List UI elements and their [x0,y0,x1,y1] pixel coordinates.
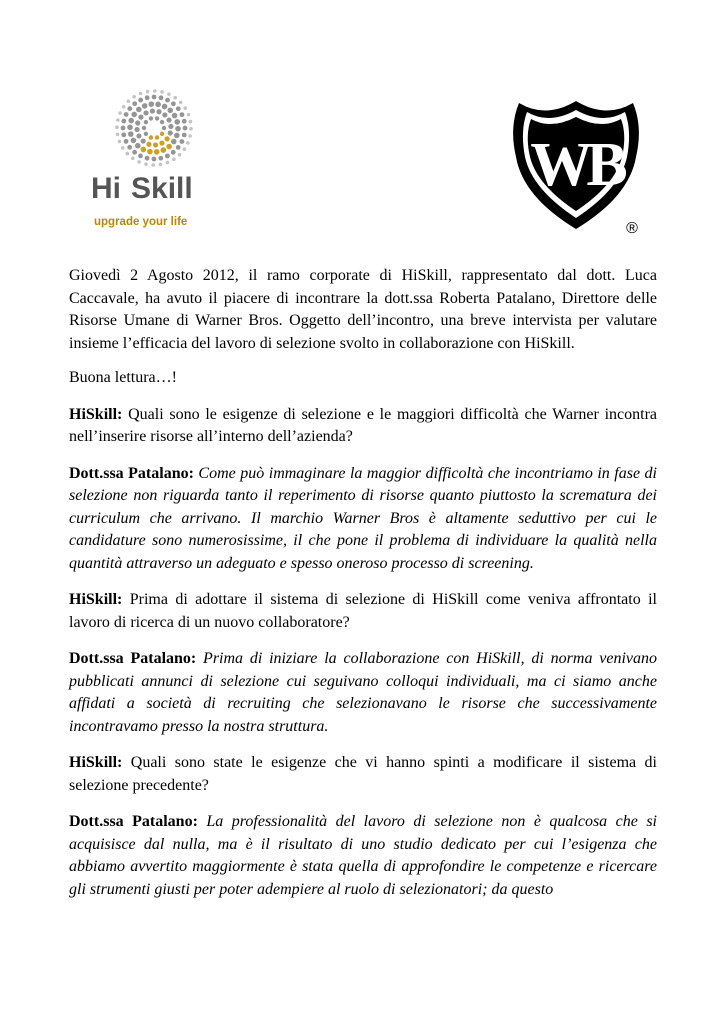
logo-dot [167,92,171,96]
logo-dot [149,135,153,139]
logo-dot [166,161,170,165]
logo-dot [135,120,140,125]
logo-dot [145,156,150,161]
logo-dot [143,110,148,115]
answer-text: Come può immaginare la maggior difficoltà che incontriamo in fase di selezione non riguarda tanto il reperimento di risorse quanto piuttosto la scrematura dei curriculum che arrivano. Il marchio Warner Bros è altamente seduttivo per cui le candidature sono numerosissime, il che pone il problema di individuare la qualità nella quantità attraverso un adeguato e spesso oneroso processo di screening. [69,464,658,572]
logo-dot [132,101,137,106]
logo-dot [160,132,164,136]
answer-text: Prima di iniziare la collaborazione con HiSkill, di norma venivano pubblicati annunci di selezione cui seguivano colloqui individuali, ma ci siamo anche affidati a società di recruiting che selezionavano le risorse che successivamente incontravamo presso la nostra struttura. [69,650,657,735]
logo-dot [150,108,155,113]
logo-dot [132,95,136,99]
logo-dot [118,140,122,144]
hiskill-wordmark-hi: Hi [91,172,121,205]
wb-letters: WB [530,131,622,199]
logo-dot [159,95,164,100]
question-paragraph [69,752,657,797]
question-paragraph [69,404,657,449]
logo-dot [182,119,187,124]
logo-dot [180,112,185,117]
logo-dot [152,95,157,100]
hiskill-logo [86,88,222,236]
logo-dot [121,119,126,124]
logo-dot [146,142,151,147]
logo-dot [160,90,164,94]
speaker-label: HiSkill: [69,591,123,608]
logo-dot [128,131,134,137]
logo-dot [168,130,173,135]
logo-dot [144,162,148,166]
logo-dot [162,126,166,130]
speaker-label: Dott.ssa Patalano: [69,464,194,482]
logo-dot [172,113,178,119]
logo-dot [136,133,141,138]
logo-dot [176,145,181,150]
document-body [69,265,657,915]
logo-dot [189,120,193,124]
logo-dot [174,119,180,125]
logo-dot [139,92,143,96]
logo-dot [186,141,190,145]
logo-dot [124,139,129,144]
logo-dot [162,112,167,117]
logo-dot [141,138,146,143]
logo-dot [187,113,191,117]
speaker-label: HiSkill: [69,754,123,771]
logo-dot [115,125,119,129]
logo-dot [173,96,177,100]
logo-dot [167,108,173,114]
logo-dot [121,146,125,150]
logo-dot [162,104,168,110]
logo-dot [189,127,193,131]
logo-dot [138,115,143,120]
greeting: Buona lettura…! [69,369,177,386]
logo-dot [159,163,163,167]
logo-dot [152,157,157,162]
logo-dot [165,98,170,103]
logo-dot [146,90,150,94]
hiskill-logo-graphic [86,88,222,236]
logo-dot [138,154,143,159]
logo-dot [154,149,160,155]
hiskill-wordmark-skill: Skill [131,172,193,205]
logo-dot [151,163,155,167]
logo-dot [124,112,129,117]
logo-dot [132,150,137,155]
hiskill-tagline: upgrade your life [94,216,188,228]
logo-dot [145,95,150,100]
logo-dot [164,136,169,141]
logo-dot [159,140,164,145]
logo-dot [149,116,153,120]
logo-dot [182,133,187,138]
logo-dot [127,99,131,103]
logo-dot [127,125,133,131]
logo-dot [153,89,157,93]
question-text: Prima di adottare il sistema di selezione di HiSkill come veniva affrontato il lavoro di ricerca di un nuovo collaboratore? [69,591,657,631]
warner-bros-shield [511,97,641,239]
logo-dot [121,132,126,137]
logo-dot [171,150,176,155]
interview [69,404,657,902]
logo-dot [131,112,137,118]
speaker-label: Dott.ssa Patalano: [69,650,197,667]
logo-dot [155,135,159,139]
logo-dot [128,118,134,124]
logo-dot [179,101,183,105]
logo-dot [122,105,126,109]
intro-paragraph: Giovedì 2 Agosto 2012, il ramo corporate di HiSkill, rappresentato dal dott. Luca Caccavale, ha avuto il piacere di incontrare la dott.ssa Roberta Patalano, Direttore delle Risorse Umane di Warner Bros. Oggetto dell’incontro, una breve intervista per valutare insieme l’efficacia del lavoro di selezione svolto in collaborazione con HiSkill. [69,267,657,352]
logo-dot [142,103,148,109]
logo-dot [131,157,135,161]
logo-dot [183,126,188,131]
logo-dot [183,106,187,110]
logo-dot [121,126,126,131]
logo-dot [142,126,146,130]
logo-dot [155,116,159,120]
logo-dot [174,133,180,139]
logo-dot [178,153,182,157]
question-text: Quali sono le esigenze di selezione e le maggiori difficoltà che Warner incontra nell’inserire risorse all’interno dell’azienda? [69,405,657,445]
question-paragraph [69,589,657,634]
warner-bros-logo [511,97,641,239]
question-text: Quali sono state le esigenze che vi hanno spinti a modificare il sistema di selezione precedente? [69,754,657,794]
logo-dot [144,132,148,136]
logo-dot [144,120,148,124]
logo-dot [116,133,120,137]
logo-dot [165,154,170,159]
logo-dot [176,106,181,111]
logo-dot [180,139,185,144]
logo-dot [134,127,139,132]
answer-paragraph [69,648,657,738]
registered-mark: ® [626,220,638,237]
answer-paragraph [69,463,657,576]
logo-dot [166,144,172,150]
logo-dot [125,152,129,156]
logo-dot [153,142,158,147]
logo-dot [156,109,161,114]
logo-dot [127,145,132,150]
logo-dot [141,147,147,153]
logo-dot [171,101,176,106]
logo-dot [148,101,154,107]
logo-dot [138,98,143,103]
logo-dot [160,120,164,124]
logo-dot [171,139,177,145]
answer-text: La professionalità del lavoro di selezione non è qualcosa che si acquisisce dal nulla, ma è il risultato di uno studio dedicato per cui l’esigenza che abbiamo avvertito maggiormente è stata quella di approfondire le competenze e ricercare gli strumenti giusti per poter adempiere al ruolo di selezionatori; da questo [69,813,658,898]
logo-dot [136,107,142,113]
logo-dot [118,111,122,115]
logo-dot [183,147,187,151]
logo-dot [175,126,181,132]
logo-dot [135,143,141,149]
logo-dot [172,157,176,161]
logo-dot [127,106,132,111]
logo-dot [166,117,171,122]
logo-dot [116,118,120,122]
logo-dot [158,156,163,161]
logo-dot [168,124,173,129]
logo-dot [188,134,192,138]
logo-dot [131,138,137,144]
speaker-label: Dott.ssa Patalano: [69,813,198,830]
speaker-label: HiSkill: [69,405,123,423]
answer-paragraph [69,811,657,901]
logo-dot [161,147,167,153]
logo-dot [155,102,161,108]
logo-dot [137,160,141,164]
logo-dot [147,149,153,155]
